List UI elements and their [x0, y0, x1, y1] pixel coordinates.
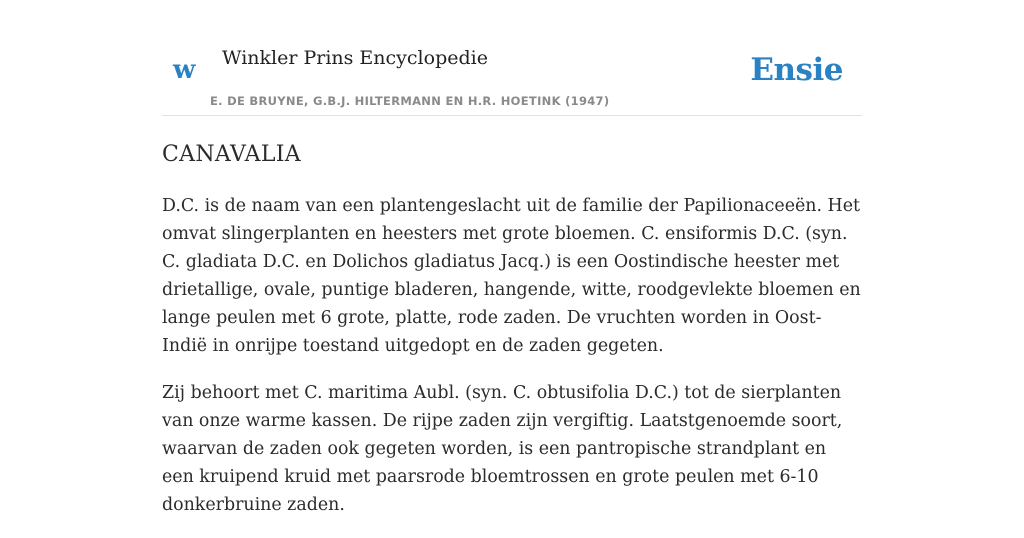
header-divider — [162, 115, 862, 116]
entry-body — [162, 192, 862, 538]
entry-paragraph: Zij behoort met C. maritima Aubl. (syn. C. obtusifolia D.C.) tot de sierplanten van onze warme kassen. De rijpe zaden zijn vergiftig. Laatstgenoemde soort, waarvan de zaden ook gegeten worden, is een pantropische strandplant en een kruipend kruid met paarsrode bloemtrossen en grote peulen met 6-10 donkerbruine zaden. — [162, 383, 843, 515]
ensie-brand-logo[interactable]: Ensie — [750, 52, 843, 88]
entry-title: CANAVALIA — [162, 142, 301, 167]
source-title: Winkler Prins Encyclopedie — [222, 47, 488, 69]
encyclopedia-logo-icon: w — [173, 55, 196, 85]
source-authors: E. DE BRUYNE, G.B.J. HILTERMANN EN H.R. HOETINK (1947) — [210, 94, 610, 108]
entry-paragraph: D.C. is de naam van een plantengeslacht uit de familie der Papilionaceeën. Het omvat slingerplanten en heesters met grote bloemen. C. ensiformis D.C. (syn. C. gladiata D.C. en Dolichos gladiatus Jacq.) is een Oostindische heester met drietallige, ovale, puntige bladeren, hangende, witte, roodgevlekte bloemen en lange peulen met 6 grote, platte, rode zaden. De vruchten worden in Oost-Indië in onrijpe toestand uitgedopt en de zaden gegeten. — [162, 196, 861, 356]
